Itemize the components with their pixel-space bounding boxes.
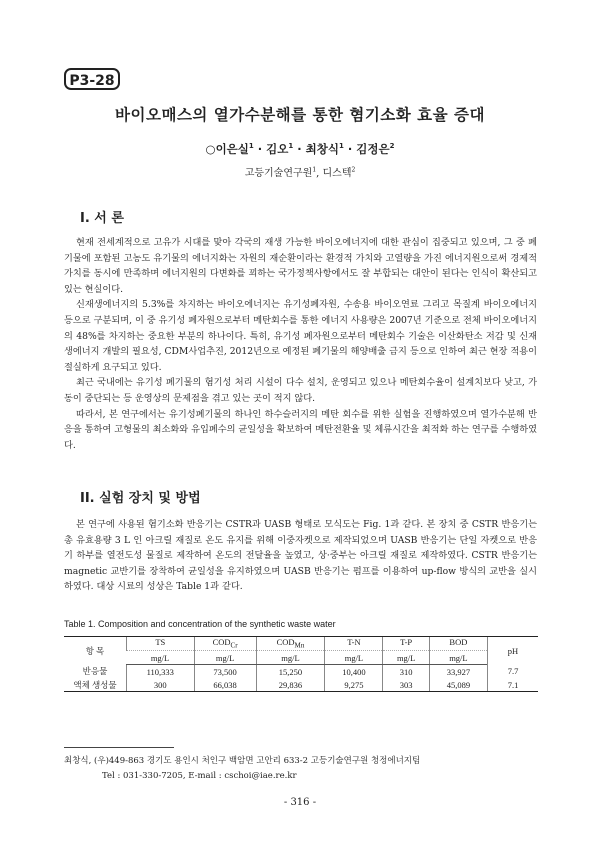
- unit-cell: mg/L: [256, 651, 325, 665]
- methods-body: [64, 517, 537, 595]
- table-cell: 15,250: [256, 665, 325, 679]
- paragraph: 신재생에너지의 5.3%를 차지하는 바이오에너지는 유기성폐자원, 수송용 바이오연료 그리고 목질계 바이오에너지 등으로 구분되며, 이 중 유기성 폐자원으로부터 메탄회수를 통한 에너지 사용량은 2007년 기준으로 전체 바이오에너지의 48%를 차지하는 중요한 부분의 하나이다. 특히, 유기성 폐자원으로부터 메탄회수 기술은 이산화탄소 저감 및 신재생에너지 개발의 필요성, CDM사업추진, 2012년으로 예정된 폐기물의 해양배출 금지 등으로 인하여 최근 현장 적용이 절실하게 요구되고 있다.: [64, 299, 537, 373]
- author: · 최창식$^1$: [293, 142, 344, 156]
- footnote: [64, 754, 420, 784]
- unit-cell: mg/L: [325, 651, 383, 665]
- table-cell: 7.1: [488, 678, 539, 692]
- table-cell: 9,275: [325, 678, 383, 692]
- introduction-body: [64, 235, 537, 453]
- column-header: $COD_{Cr}$: [194, 637, 256, 651]
- table-cell: 7.7: [488, 665, 539, 679]
- author: ○이은실$^1$: [205, 142, 254, 156]
- unit-cell: mg/L: [127, 651, 195, 665]
- author-list: [0, 141, 600, 157]
- section-heading-methods: II. 실험 장치 및 방법: [80, 491, 201, 506]
- row-label: 반응물: [82, 666, 108, 677]
- unit-cell: mg/L: [429, 651, 487, 665]
- paragraph: 본 연구에 사용된 혐기소화 반응기는 CSTR과 UASB 형태로 모식도는 Fig. 1과 같다. 본 장치 중 CSTR 반응기는 총 유효용량 3 L 인 아크릴 재질로 온도 유지를 위해 이중자켓으로 제작되었으며 UASB 반응기는 단일 자켓으로 반응기 하부를 열전도성 물질로 제작하여 온도의 전달율을 높였고, 상·중부는 아크릴 재질로 제작하였다. CSTR 반응기는 magnetic 교반기를 장착하여 균일성을 유지하였으며 UASB 반응기는 펌프를 이용하여 up-flow 방식의 교반을 실시하였다. 대상 시료의 성상은 Table 1과 같다.: [64, 519, 537, 593]
- table-cell: 310: [383, 665, 429, 679]
- poster-id-badge: P3-28: [64, 68, 120, 90]
- row-label: 액체 생성물: [64, 678, 127, 692]
- table-row: [64, 665, 538, 679]
- footnote-contact: Tel : 031-330-7205, E-mail : cschoi@iae.re.kr: [102, 771, 297, 781]
- table-cell: 66,038: [194, 678, 256, 692]
- author: · 김정은$^2$: [343, 142, 395, 156]
- author: · 김오$^1$: [253, 142, 294, 156]
- item-header: 항 목: [64, 637, 127, 665]
- section-heading-introduction: I. 서 론: [80, 211, 124, 226]
- affiliation: , 디스텍$^2$: [316, 166, 356, 179]
- table-caption: Table 1. Composition and concentration of the synthetic waste water: [64, 619, 336, 629]
- ph-header: pH: [488, 637, 539, 665]
- column-header: $COD_{Mn}$: [256, 637, 325, 651]
- paragraph: 최근 국내에는 유기성 폐기물의 혐기성 처리 시설이 다수 설치, 운영되고 있으나 메탄회수율이 설계치보다 낮고, 가동이 중단되는 등 운영상의 문제점을 겪고 있는 곳이 적지 않다.: [64, 377, 537, 404]
- paragraph: 현재 전세계적으로 고유가 시대를 맞아 각국의 재생 가능한 바이오에너지에 대한 관심이 집중되고 있으며, 그 중 폐기물에 포함된 고농도 유기물의 에너지화는 자원의 재순환이라는 환경적 가치와 고열량을 가진 에너지원으로써 경제적 가치를 동시에 만족하며 에너지원의 다변화를 꾀하는 국가정책사항에서도 잘 부합되는 대안이 된다는 인식이 확산되고 있는 현실이다.: [64, 237, 537, 295]
- table-units-row: [64, 651, 538, 665]
- column-header: TS: [127, 637, 195, 651]
- column-header: T-P: [383, 637, 429, 651]
- page-number: - 316 -: [283, 797, 317, 808]
- column-header: T-N: [325, 637, 383, 651]
- paper-title: 바이오매스의 열가수분해를 통한 혐기소화 효율 증대: [115, 106, 485, 124]
- table-cell: 29,836: [256, 678, 325, 692]
- table-header-row: [64, 637, 538, 651]
- table-cell: 45,089: [429, 678, 487, 692]
- unit-cell: mg/L: [194, 651, 256, 665]
- composition-table: [64, 636, 538, 692]
- table-cell: 110,333: [127, 665, 195, 679]
- table-cell: 73,500: [194, 665, 256, 679]
- affiliation: 고등기술연구원$^1$: [244, 166, 317, 179]
- table-cell: 303: [383, 678, 429, 692]
- paragraph: 따라서, 본 연구에서는 유기성폐기물의 하나인 하수슬러지의 메탄 회수를 위한 실험을 진행하였으며 열가수분해 반응을 통하여 고형물의 최소화와 유입폐수의 균일성을 확보하여 메탄전환율 및 체류시간을 최적화 하는 연구를 수행하였다.: [64, 408, 537, 451]
- affiliation-list: [0, 164, 600, 179]
- table-cell: 10,400: [325, 665, 383, 679]
- footnote-address: 최창식, (우)449-863 경기도 용인시 처인구 백암면 고안리 633-2 고등기술연구원 청정에너지팀: [64, 756, 421, 766]
- table-row: [64, 678, 538, 692]
- table-cell: 33,927: [429, 665, 487, 679]
- column-header: BOD: [429, 637, 487, 651]
- unit-cell: mg/L: [383, 651, 429, 665]
- table-cell: 300: [127, 678, 195, 692]
- footnote-divider: [64, 747, 174, 748]
